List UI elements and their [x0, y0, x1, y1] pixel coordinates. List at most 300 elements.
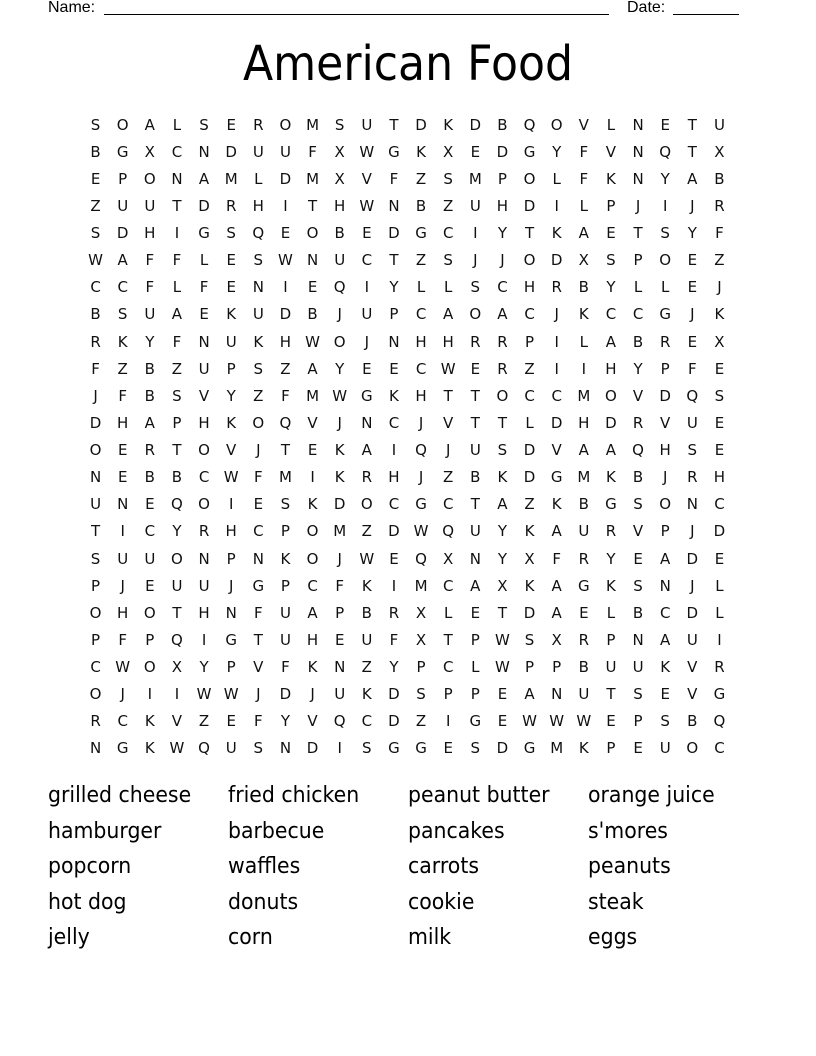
grid-letter[interactable]: D [333, 495, 346, 514]
grid-letter[interactable]: H [523, 278, 536, 297]
grid-letter[interactable]: C [442, 576, 454, 595]
grid-letter[interactable]: F [145, 251, 155, 270]
grid-letter[interactable]: I [391, 441, 397, 460]
grid-letter[interactable]: E [660, 685, 670, 704]
grid-letter[interactable]: H [334, 196, 346, 215]
grid-letter[interactable]: R [497, 332, 508, 351]
grid-letter[interactable]: K [334, 441, 345, 460]
grid-letter[interactable]: H [496, 196, 509, 215]
grid-letter[interactable]: G [469, 712, 482, 731]
grid-letter[interactable]: V [687, 685, 698, 704]
grid-letter[interactable]: Y [552, 142, 562, 161]
grid-letter[interactable]: V [687, 658, 698, 677]
grid-letter[interactable]: A [578, 224, 589, 243]
grid-letter[interactable]: P [633, 712, 643, 731]
grid-letter[interactable]: R [551, 278, 562, 297]
grid-letter[interactable]: S [633, 495, 643, 514]
grid-letter[interactable]: W [305, 332, 320, 351]
grid-letter[interactable]: F [715, 224, 724, 243]
grid-letter[interactable]: S [714, 386, 725, 405]
grid-letter[interactable]: F [389, 169, 399, 188]
grid-letter[interactable]: D [523, 441, 536, 460]
grid-letter[interactable]: S [416, 685, 426, 704]
grid-letter[interactable]: O [496, 386, 509, 405]
grid-letter[interactable]: T [172, 603, 182, 622]
grid-letter[interactable]: G [578, 576, 590, 595]
grid-letter[interactable]: N [632, 169, 644, 188]
grid-letter[interactable]: D [415, 115, 427, 134]
grid-letter[interactable]: R [578, 630, 590, 649]
grid-letter[interactable]: E [470, 603, 481, 622]
grid-letter[interactable]: C [415, 359, 427, 378]
grid-letter[interactable]: P [660, 359, 670, 378]
grid-letter[interactable]: E [389, 549, 399, 568]
grid-letter[interactable]: E [470, 142, 481, 161]
grid-letter[interactable]: Q [279, 413, 292, 432]
grid-letter[interactable]: G [415, 495, 427, 514]
grid-letter[interactable]: H [388, 468, 400, 487]
grid-letter[interactable]: K [144, 712, 155, 731]
grid-letter[interactable]: D [550, 413, 563, 432]
grid-letter[interactable]: R [578, 549, 590, 568]
grid-letter[interactable]: G [252, 576, 265, 595]
grid-letter[interactable]: J [337, 305, 342, 324]
grid-letter[interactable]: V [361, 169, 372, 188]
grid-letter[interactable]: G [415, 739, 427, 758]
grid-letter[interactable]: T [172, 196, 182, 215]
grid-letter[interactable]: N [225, 603, 237, 622]
grid-letter[interactable]: S [660, 224, 670, 243]
grid-letter[interactable]: D [225, 142, 237, 161]
grid-letter[interactable]: F [552, 549, 561, 568]
grid-letter[interactable]: K [443, 115, 454, 134]
grid-letter[interactable]: I [473, 224, 478, 243]
grid-letter[interactable]: U [334, 251, 346, 270]
grid-letter[interactable]: P [335, 603, 345, 622]
grid-letter[interactable]: H [117, 413, 129, 432]
grid-letter[interactable]: T [389, 251, 399, 270]
grid-letter[interactable]: E [253, 495, 264, 514]
grid-letter[interactable]: U [632, 658, 644, 677]
grid-letter[interactable]: N [334, 658, 346, 677]
grid-letter[interactable]: A [497, 495, 508, 514]
grid-letter[interactable]: O [469, 305, 482, 324]
grid-letter[interactable]: E [633, 549, 643, 568]
grid-letter[interactable]: N [388, 332, 400, 351]
grid-letter[interactable]: K [497, 468, 508, 487]
grid-letter[interactable]: R [253, 115, 264, 134]
grid-letter[interactable]: D [279, 305, 292, 324]
grid-letter[interactable]: L [172, 278, 182, 297]
grid-letter[interactable]: Z [415, 251, 427, 270]
grid-letter[interactable]: C [442, 495, 454, 514]
grid-letter[interactable]: W [332, 386, 348, 405]
grid-letter[interactable]: C [497, 278, 508, 297]
grid-letter[interactable]: F [172, 251, 182, 270]
grid-letter[interactable]: B [307, 305, 318, 324]
grid-letter[interactable]: K [578, 305, 589, 324]
grid-letter[interactable]: D [496, 142, 509, 161]
grid-letter[interactable]: J [418, 468, 424, 487]
grid-letter[interactable]: W [549, 712, 565, 731]
grid-letter[interactable]: U [469, 196, 481, 215]
grid-letter[interactable]: N [198, 142, 210, 161]
grid-letter[interactable]: A [660, 549, 671, 568]
grid-letter[interactable]: P [226, 359, 236, 378]
grid-letter[interactable]: M [550, 739, 564, 758]
grid-letter[interactable]: G [388, 142, 400, 161]
grid-letter[interactable]: L [172, 115, 182, 134]
grid-letter[interactable]: U [605, 658, 617, 677]
grid-letter[interactable]: H [117, 603, 129, 622]
grid-letter[interactable]: C [632, 305, 644, 324]
grid-letter[interactable]: N [252, 549, 264, 568]
grid-letter[interactable]: W [495, 630, 510, 649]
grid-letter[interactable]: K [361, 685, 372, 704]
grid-letter[interactable]: V [443, 413, 454, 432]
grid-letter[interactable]: F [389, 630, 399, 649]
grid-letter[interactable]: E [606, 224, 616, 243]
grid-letter[interactable]: M [306, 115, 320, 134]
grid-letter[interactable]: J [364, 332, 370, 351]
grid-letter[interactable]: H [578, 413, 590, 432]
grid-letter[interactable]: Q [659, 142, 672, 161]
grid-letter[interactable]: Y [606, 278, 616, 297]
grid-letter[interactable]: O [143, 603, 156, 622]
grid-letter[interactable]: I [174, 224, 180, 243]
grid-letter[interactable]: X [334, 169, 345, 188]
grid-letter[interactable]: E [714, 441, 725, 460]
grid-letter[interactable]: X [497, 576, 508, 595]
grid-letter[interactable]: C [90, 278, 101, 297]
grid-letter[interactable]: P [91, 576, 101, 595]
grid-letter[interactable]: V [660, 413, 671, 432]
grid-letter[interactable]: S [633, 576, 643, 595]
grid-letter[interactable]: S [497, 441, 508, 460]
grid-letter[interactable]: J [256, 441, 261, 460]
grid-letter[interactable]: B [632, 468, 644, 487]
grid-letter[interactable]: H [198, 413, 210, 432]
grid-letter[interactable]: K [144, 739, 155, 758]
grid-letter[interactable]: Q [686, 386, 699, 405]
grid-letter[interactable]: Z [415, 169, 427, 188]
grid-letter[interactable]: P [226, 658, 236, 677]
grid-letter[interactable]: O [198, 495, 210, 514]
grid-letter[interactable]: C [388, 495, 400, 514]
grid-letter[interactable]: A [497, 305, 508, 324]
grid-letter[interactable]: E [389, 359, 399, 378]
grid-letter[interactable]: E [470, 359, 481, 378]
grid-letter[interactable]: J [500, 251, 505, 270]
grid-letter[interactable]: P [443, 685, 453, 704]
grid-letter[interactable]: A [117, 251, 128, 270]
grid-letter[interactable]: E [199, 305, 209, 324]
grid-letter[interactable]: N [632, 142, 644, 161]
grid-letter[interactable]: Q [523, 115, 536, 134]
grid-letter[interactable]: E [362, 359, 372, 378]
grid-letter[interactable]: K [551, 224, 562, 243]
grid-letter[interactable]: F [253, 603, 263, 622]
grid-letter[interactable]: B [90, 142, 101, 161]
grid-letter[interactable]: K [389, 386, 399, 405]
grid-letter[interactable]: U [279, 603, 291, 622]
grid-letter[interactable]: I [364, 278, 370, 297]
name-field-line[interactable] [104, 14, 609, 15]
grid-letter[interactable]: C [524, 305, 535, 324]
grid-letter[interactable]: O [306, 549, 319, 568]
grid-letter[interactable]: C [605, 305, 617, 324]
grid-letter[interactable]: M [577, 468, 591, 487]
grid-letter[interactable]: U [117, 196, 129, 215]
grid-letter[interactable]: G [605, 495, 617, 514]
grid-letter[interactable]: B [144, 468, 155, 487]
grid-letter[interactable]: E [117, 468, 128, 487]
grid-letter[interactable]: J [120, 685, 125, 704]
grid-letter[interactable]: J [120, 576, 125, 595]
grid-letter[interactable]: H [198, 603, 210, 622]
grid-letter[interactable]: P [226, 549, 236, 568]
grid-letter[interactable]: A [551, 603, 562, 622]
grid-letter[interactable]: X [334, 142, 345, 161]
grid-letter[interactable]: L [715, 603, 724, 622]
grid-letter[interactable]: A [144, 115, 155, 134]
grid-letter[interactable]: D [686, 603, 699, 622]
grid-letter[interactable]: B [171, 468, 183, 487]
grid-letter[interactable]: Y [497, 224, 508, 243]
grid-letter[interactable]: I [120, 522, 125, 541]
grid-letter[interactable]: F [172, 332, 182, 351]
grid-letter[interactable]: X [578, 251, 589, 270]
grid-letter[interactable]: U [578, 685, 590, 704]
grid-letter[interactable]: K [714, 305, 725, 324]
grid-letter[interactable]: N [252, 278, 264, 297]
grid-letter[interactable]: D [279, 169, 292, 188]
grid-letter[interactable]: H [252, 196, 264, 215]
grid-letter[interactable]: K [551, 495, 562, 514]
grid-letter[interactable]: F [145, 278, 155, 297]
grid-letter[interactable]: S [199, 115, 209, 134]
grid-letter[interactable]: J [690, 305, 695, 324]
grid-letter[interactable]: A [660, 630, 671, 649]
grid-letter[interactable]: N [361, 413, 373, 432]
grid-letter[interactable]: O [252, 413, 265, 432]
grid-letter[interactable]: R [361, 468, 373, 487]
grid-letter[interactable]: E [714, 549, 725, 568]
grid-letter[interactable]: O [306, 522, 319, 541]
grid-letter[interactable]: E [226, 278, 236, 297]
grid-letter[interactable]: A [443, 305, 454, 324]
grid-letter[interactable]: C [442, 658, 454, 677]
grid-letter[interactable]: P [91, 630, 101, 649]
grid-letter[interactable]: T [90, 522, 101, 541]
grid-letter[interactable]: G [523, 739, 536, 758]
grid-letter[interactable]: V [632, 522, 644, 541]
grid-letter[interactable]: N [388, 196, 400, 215]
grid-letter[interactable]: C [361, 712, 373, 731]
grid-letter[interactable]: Q [198, 739, 210, 758]
grid-letter[interactable]: C [144, 522, 156, 541]
grid-letter[interactable]: K [606, 468, 616, 487]
grid-letter[interactable]: Y [497, 549, 508, 568]
grid-letter[interactable]: A [144, 413, 155, 432]
grid-letter[interactable]: F [579, 142, 589, 161]
grid-letter[interactable]: E [579, 603, 589, 622]
grid-letter[interactable]: U [578, 522, 590, 541]
grid-letter[interactable]: D [605, 413, 617, 432]
grid-letter[interactable]: A [171, 305, 183, 324]
grid-letter[interactable]: D [686, 549, 699, 568]
grid-letter[interactable]: F [308, 142, 317, 161]
grid-letter[interactable]: R [388, 603, 400, 622]
grid-letter[interactable]: O [143, 658, 156, 677]
grid-letter[interactable]: B [90, 305, 101, 324]
grid-letter[interactable]: U [469, 522, 481, 541]
grid-letter[interactable]: X [443, 549, 454, 568]
grid-letter[interactable]: Y [145, 332, 155, 351]
grid-letter[interactable]: F [253, 468, 263, 487]
grid-letter[interactable]: S [470, 739, 481, 758]
grid-letter[interactable]: B [714, 169, 725, 188]
grid-letter[interactable]: B [578, 278, 589, 297]
grid-letter[interactable]: O [605, 386, 617, 405]
grid-letter[interactable]: C [714, 495, 725, 514]
grid-letter[interactable]: D [659, 386, 671, 405]
grid-letter[interactable]: V [198, 386, 210, 405]
grid-letter[interactable]: U [90, 495, 102, 514]
grid-letter[interactable]: E [633, 739, 643, 758]
grid-letter[interactable]: D [388, 685, 400, 704]
grid-letter[interactable]: O [550, 115, 563, 134]
grid-letter[interactable]: B [470, 468, 481, 487]
grid-letter[interactable]: U [686, 630, 698, 649]
grid-letter[interactable]: J [690, 576, 695, 595]
grid-letter[interactable]: U [225, 739, 237, 758]
grid-letter[interactable]: N [117, 495, 129, 514]
grid-letter[interactable]: R [470, 332, 481, 351]
grid-letter[interactable]: U [252, 142, 264, 161]
grid-letter[interactable]: P [525, 332, 535, 351]
grid-letter[interactable]: P [118, 169, 128, 188]
grid-letter[interactable]: G [388, 739, 400, 758]
grid-letter[interactable]: Z [117, 359, 128, 378]
grid-letter[interactable]: J [93, 386, 98, 405]
grid-letter[interactable]: W [359, 196, 375, 215]
grid-letter[interactable]: Y [606, 549, 616, 568]
grid-letter[interactable]: R [632, 413, 644, 432]
grid-letter[interactable]: C [90, 658, 101, 677]
grid-letter[interactable]: K [307, 495, 318, 514]
grid-letter[interactable]: L [416, 278, 426, 297]
grid-letter[interactable]: T [253, 630, 263, 649]
grid-letter[interactable]: I [174, 685, 180, 704]
grid-letter[interactable]: Y [280, 712, 291, 731]
grid-letter[interactable]: W [115, 658, 131, 677]
grid-letter[interactable]: F [335, 576, 344, 595]
grid-letter[interactable]: B [334, 224, 345, 243]
grid-letter[interactable]: T [470, 413, 480, 432]
grid-letter[interactable]: W [522, 712, 537, 731]
grid-letter[interactable]: I [554, 332, 559, 351]
grid-letter[interactable]: X [144, 142, 155, 161]
grid-letter[interactable]: H [415, 332, 427, 351]
grid-letter[interactable]: I [581, 359, 587, 378]
grid-letter[interactable]: L [579, 196, 588, 215]
grid-letter[interactable]: P [497, 169, 507, 188]
grid-letter[interactable]: N [632, 630, 644, 649]
grid-letter[interactable]: R [687, 468, 698, 487]
grid-letter[interactable]: A [605, 441, 617, 460]
grid-letter[interactable]: K [117, 332, 128, 351]
grid-letter[interactable]: V [551, 441, 562, 460]
grid-letter[interactable]: J [256, 685, 261, 704]
grid-letter[interactable]: X [415, 630, 427, 649]
grid-letter[interactable]: B [578, 658, 589, 677]
grid-letter[interactable]: H [306, 630, 319, 649]
grid-letter[interactable]: B [415, 196, 427, 215]
grid-letter[interactable]: A [524, 685, 535, 704]
grid-letter[interactable]: A [198, 169, 210, 188]
grid-letter[interactable]: N [89, 739, 102, 758]
grid-letter[interactable]: D [388, 712, 400, 731]
grid-letter[interactable]: K [361, 576, 372, 595]
grid-letter[interactable]: W [413, 522, 429, 541]
grid-letter[interactable]: T [443, 630, 453, 649]
grid-letter[interactable]: C [117, 712, 128, 731]
grid-letter[interactable]: N [306, 251, 319, 270]
grid-letter[interactable]: H [225, 522, 237, 541]
grid-letter[interactable]: V [226, 441, 237, 460]
grid-letter[interactable]: Z [714, 251, 725, 270]
grid-letter[interactable]: A [307, 603, 318, 622]
grid-letter[interactable]: H [279, 332, 292, 351]
grid-letter[interactable]: Z [524, 359, 535, 378]
grid-letter[interactable]: R [659, 332, 671, 351]
grid-letter[interactable]: O [89, 441, 102, 460]
grid-letter[interactable]: H [144, 224, 156, 243]
grid-letter[interactable]: Q [632, 441, 644, 460]
grid-letter[interactable]: L [606, 603, 616, 622]
grid-letter[interactable]: J [554, 305, 559, 324]
grid-letter[interactable]: C [388, 413, 400, 432]
grid-letter[interactable]: E [145, 576, 155, 595]
grid-letter[interactable]: M [414, 576, 428, 595]
grid-letter[interactable]: J [690, 196, 695, 215]
grid-letter[interactable]: Q [171, 495, 183, 514]
grid-letter[interactable]: G [659, 305, 671, 324]
grid-letter[interactable]: V [605, 142, 617, 161]
grid-letter[interactable]: C [415, 305, 427, 324]
grid-letter[interactable]: D [89, 413, 102, 432]
grid-letter[interactable]: D [388, 224, 400, 243]
grid-letter[interactable]: U [361, 630, 373, 649]
grid-letter[interactable]: H [659, 441, 671, 460]
grid-letter[interactable]: Y [389, 278, 399, 297]
grid-letter[interactable]: Z [171, 359, 183, 378]
grid-letter[interactable]: S [660, 712, 670, 731]
grid-letter[interactable]: E [497, 712, 508, 731]
grid-letter[interactable]: Y [199, 658, 209, 677]
grid-letter[interactable]: B [361, 603, 372, 622]
grid-letter[interactable]: U [198, 359, 210, 378]
grid-letter[interactable]: T [389, 115, 399, 134]
grid-letter[interactable]: D [496, 739, 509, 758]
grid-letter[interactable]: A [307, 359, 318, 378]
grid-letter[interactable]: X [171, 658, 183, 677]
grid-letter[interactable]: L [254, 169, 263, 188]
grid-letter[interactable]: O [360, 495, 373, 514]
grid-letter[interactable]: I [554, 196, 559, 215]
grid-letter[interactable]: F [281, 386, 290, 405]
